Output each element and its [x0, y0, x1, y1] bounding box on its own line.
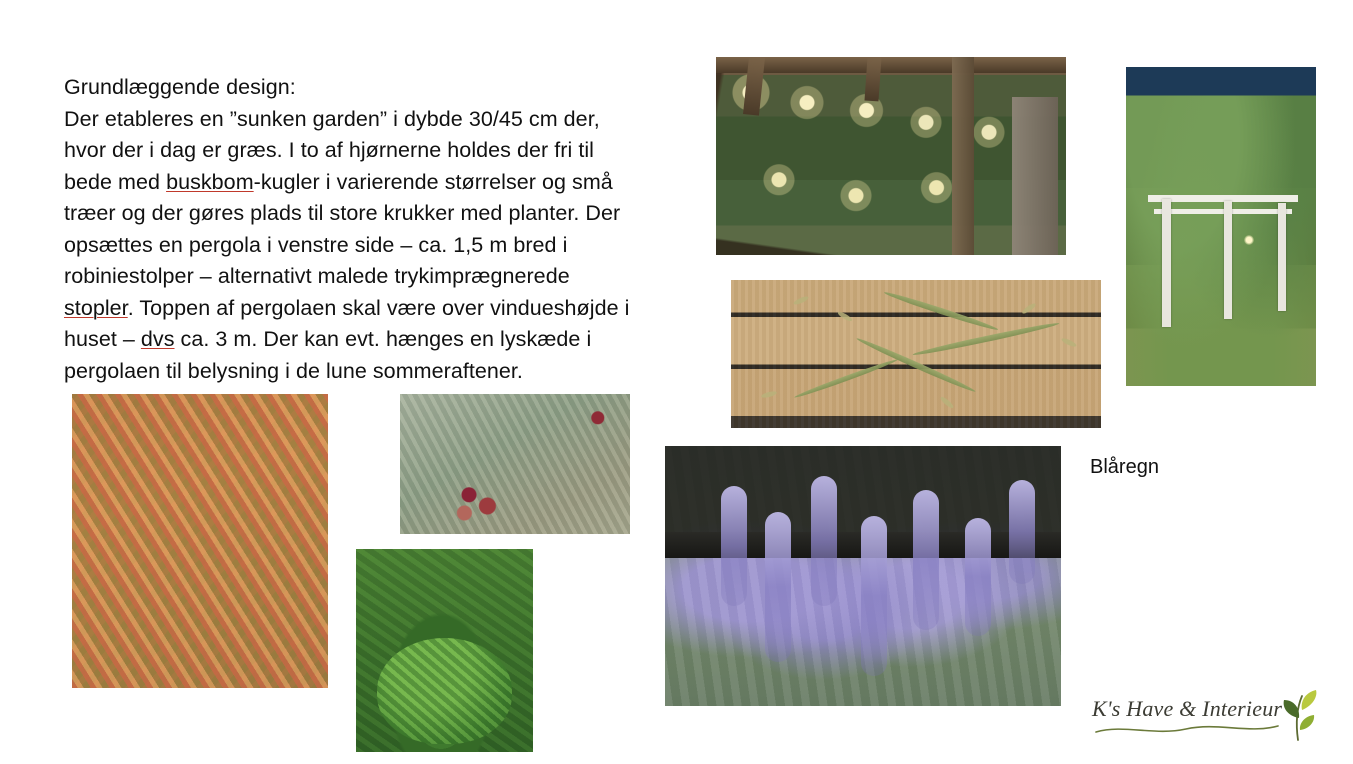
- image-wisteria-blaaregn: [665, 446, 1061, 706]
- wisteria-cluster-1: [721, 486, 747, 606]
- caption-blaaregn: Blåregn: [1090, 456, 1159, 478]
- stone-wall: [1012, 97, 1058, 255]
- text-line-6: robiniestolper – alternativt malede trykimprægnerede: [64, 264, 570, 288]
- wisteria-cluster-7: [1009, 480, 1035, 584]
- image-grass-seedheads-fence: [731, 280, 1101, 428]
- logo-swash-icon: [1094, 722, 1280, 736]
- text-line-5: opsættes en pergola i venstre side – ca. 1,5 m bred i: [64, 232, 568, 257]
- wisteria-cluster-4: [861, 516, 887, 676]
- boxwood-sphere: [377, 638, 512, 744]
- text-heading: Grundlæggende design:: [64, 75, 296, 99]
- white-pergola-post-mid: [1224, 201, 1232, 319]
- image-japanese-maple: [72, 394, 328, 688]
- text-line-8: [64, 324, 694, 356]
- logo-ks-have-interieur: [1092, 688, 1322, 746]
- logo-text: K's Have & Interieur: [1092, 696, 1283, 721]
- image-japanese-maple-content: [72, 394, 328, 688]
- image-white-pergola-garden: [1126, 67, 1316, 386]
- text-line-4: træer og der gøres plads til store krukker med planter. Der: [64, 201, 621, 225]
- wisteria-cluster-3: [811, 476, 837, 606]
- text-line-3: [64, 167, 694, 199]
- image-white-pergola-content: [1126, 67, 1316, 386]
- wisteria-cluster-5: [913, 490, 939, 630]
- wisteria-cluster-2: [765, 512, 791, 662]
- text-line-3-part-a: bede med: [64, 169, 167, 194]
- garden-light-glow: [1244, 235, 1254, 245]
- text-line-7: [64, 293, 694, 325]
- text-line-8-part-a: huset –: [64, 327, 141, 351]
- design-description-text: [64, 72, 694, 387]
- text-line-8-part-b: ca. 3 m. Der kan evt. hænges en lyskæde i: [174, 327, 592, 351]
- text-line-3-part-b: -kugler i varierende størrelser og små: [253, 169, 613, 194]
- misspelled-word-dvs: dvs: [140, 327, 175, 351]
- image-olive-content: [400, 394, 630, 534]
- text-line-1: Der etableres en ”sunken garden” i dybde 30/45 cm der,: [64, 106, 600, 131]
- text-line-2: hvor der i dag er græs. I to af hjørnerne holdes der fri til: [64, 138, 594, 162]
- text-line-7-part-b: . Toppen af pergolaen skal være over vindueshøjde i: [127, 295, 630, 320]
- misspelled-word-buskbom: buskbom: [166, 169, 254, 194]
- pergola-post-left: [952, 57, 974, 255]
- text-line-9: pergolaen til belysning i de lune sommeraftener.: [64, 358, 523, 383]
- white-pergola-beam-second: [1154, 209, 1292, 214]
- white-pergola-post-right: [1278, 203, 1286, 311]
- logo-leaf-icon: [1276, 688, 1322, 742]
- image-olive-tree-berries: [400, 394, 630, 534]
- image-boxwood-ball: [356, 549, 533, 752]
- image-string-lights-pergola: [716, 57, 1066, 255]
- pergola-beam-top: [716, 57, 1066, 73]
- misspelled-word-stopler: stopler: [64, 295, 128, 320]
- wisteria-cluster-6: [965, 518, 991, 636]
- white-pergola-post-left: [1162, 199, 1171, 327]
